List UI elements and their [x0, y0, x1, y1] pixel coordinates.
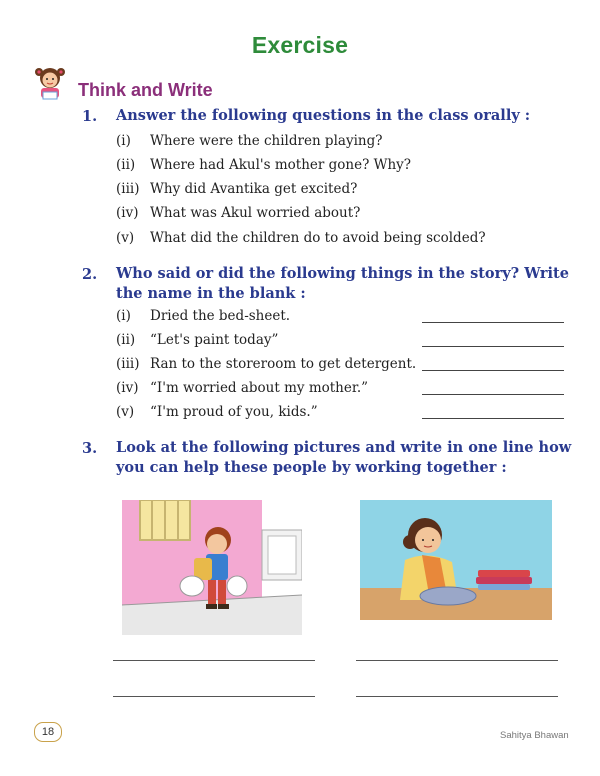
q2-item	[116, 356, 416, 372]
q2-item	[116, 380, 368, 396]
q1-item-roman: (v)	[116, 230, 135, 246]
q3-text-line1: Look at the following pictures and write in one line how	[116, 439, 572, 456]
boy-with-bag-illustration	[122, 500, 302, 635]
q3-number: 3.	[82, 440, 98, 457]
q1-item-text: Why did Avantika get excited?	[150, 181, 358, 197]
q2-item-text: Ran to the storeroom to get detergent.	[150, 356, 417, 372]
q1-item	[116, 230, 486, 246]
section-heading: Think and Write	[78, 80, 213, 100]
q2-item-roman: (ii)	[116, 332, 136, 348]
q2-item-text: “I'm worried about my mother.”	[150, 380, 369, 396]
q2-item-text: “I'm proud of you, kids.”	[150, 404, 318, 420]
q3-text-line2: you can help these people by working together :	[116, 459, 507, 476]
q1-item-text: What was Akul worried about?	[150, 205, 361, 221]
q1-item-roman: (iii)	[116, 181, 140, 197]
q2-item-roman: (iv)	[116, 380, 139, 396]
q1-item-roman: (i)	[116, 133, 131, 149]
answer-blank[interactable]	[422, 370, 564, 371]
q1-item-roman: (iv)	[116, 205, 139, 221]
answer-blank[interactable]	[422, 418, 564, 419]
q2-item-text: Dried the bed-sheet.	[150, 308, 291, 324]
writing-line[interactable]	[356, 696, 558, 697]
page-title: Exercise	[251, 32, 349, 58]
q2-item	[116, 404, 318, 420]
q1-text: Answer the following questions in the class orally :	[116, 107, 531, 124]
q2-number: 2.	[82, 266, 98, 283]
answer-blank[interactable]	[422, 394, 564, 395]
q2-text-line1: Who said or did the following things in the story? Write	[116, 265, 569, 282]
page-number: 18	[34, 722, 62, 742]
q1-number: 1.	[82, 108, 98, 125]
q2-item-roman: (iii)	[116, 356, 140, 372]
q2-text-line2: the name in the blank :	[116, 285, 306, 302]
q2-item	[116, 308, 290, 324]
woman-folding-clothes-illustration	[360, 500, 552, 620]
writing-line[interactable]	[113, 696, 315, 697]
q2-item-roman: (i)	[116, 308, 131, 324]
q1-item	[116, 157, 411, 173]
answer-blank[interactable]	[422, 322, 564, 323]
girl-reading-icon	[30, 63, 70, 103]
q1-item-text: Where were the children playing?	[150, 133, 383, 149]
writing-line[interactable]	[356, 660, 558, 661]
answer-blank[interactable]	[422, 346, 564, 347]
q2-item-roman: (v)	[116, 404, 135, 420]
q1-item	[116, 181, 357, 197]
q1-item-roman: (ii)	[116, 157, 136, 173]
writing-line[interactable]	[113, 660, 315, 661]
q1-item-text: What did the children do to avoid being scolded?	[150, 230, 486, 246]
q2-item-text: “Let's paint today”	[150, 332, 279, 348]
q2-item	[116, 332, 278, 348]
q1-item	[116, 133, 382, 149]
q1-item	[116, 205, 360, 221]
q1-item-text: Where had Akul's mother gone? Why?	[150, 157, 412, 173]
publisher-name: Sahitya Bhawan	[500, 730, 569, 741]
